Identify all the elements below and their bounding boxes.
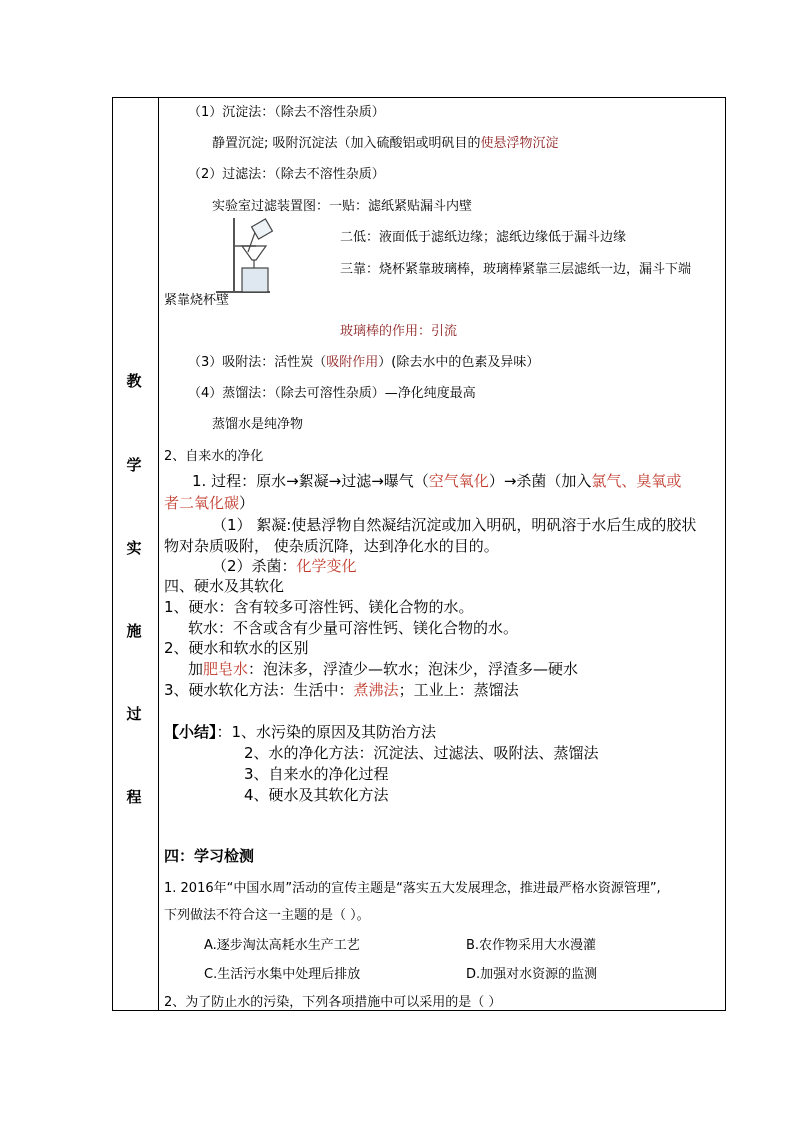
hard-soft-diff-heading: 2、硬水和软水的区别 (164, 639, 309, 657)
filtration-three-lean: 三靠：烧杯紧靠玻璃棒，玻璃棒紧靠三层滤纸一边，漏斗下端 (340, 262, 692, 277)
side-label-char: 学 (126, 456, 142, 474)
filtration-three-lean-cont: 紧靠烧杯壁 (164, 293, 230, 308)
quiz-question-1: 1. 2016年“中国水周”活动的宣传主题是“落实五大发展理念，推进最严格水资源管理”, (164, 881, 661, 896)
filtration-two-low: 二低：液面低于滤纸边缘；滤纸边缘低于漏斗边缘 (340, 230, 627, 245)
distillation-line: （4）蒸馏法：（除去可溶性杂质）—净化纯度最高 (188, 386, 476, 401)
distilled-water-note: 蒸馏水是纯净物 (212, 417, 304, 432)
glass-rod-role: 玻璃棒的作用：引流 (340, 324, 458, 339)
flocculation-text: （1） 絮凝:使悬浮物自然凝结沉淀或加入明矾，明矾溶于水后生成的胶状 (212, 516, 697, 534)
quiz-question-2: 2、为了防止水的污染，下列各项措施中可以采用的是（ ） (164, 995, 502, 1010)
quiz-option-d: D.加强对水资源的监测 (466, 967, 598, 982)
side-label-char: 过 (126, 705, 142, 723)
filtration-heading: （2）过滤法：（除去不溶性杂质） (188, 167, 385, 182)
sedimentation-desc: 静置沉淀; 吸附沉淀法（加入硫酸铝或明矾目的使悬浮物沉淀 (212, 136, 559, 151)
flocculation-text-cont: 物对杂质吸附， 使杂质沉降，达到净化水的目的。 (164, 537, 499, 555)
softening-methods: 3、硬水软化方法：生活中：煮沸法；工业上：蒸馏法 (164, 681, 519, 699)
summary-item: 4、硬水及其软化方法 (244, 786, 389, 804)
column-divider (158, 98, 159, 1010)
quiz-option-c: C.生活污水集中处理后排放 (204, 967, 361, 982)
filtration-apparatus-image (212, 216, 274, 296)
summary-item: 2、水的净化方法：沉淀法、过滤法、吸附法、蒸馏法 (244, 744, 599, 762)
sterilization-line: （2）杀菌：化学变化 (212, 557, 357, 575)
quiz-question-1-cont: 下列做法不符合这一主题的是（ ）。 (164, 908, 370, 923)
summary-label: 【小结】 (164, 723, 217, 741)
tap-water-heading: 2、自来水的净化 (164, 449, 264, 464)
soft-water-def: 软水：不含或含有少量可溶性钙、镁化合物的水。 (188, 619, 519, 637)
summary-item: 【小结】：1、水污染的原因及其防治方法 (164, 723, 437, 741)
summary-item: 3、自来水的净化过程 (244, 765, 389, 783)
quiz-option-b: B.农作物采用大水漫灌 (466, 938, 597, 953)
quiz-option-a: A.逐步淘汰高耗水生产工艺 (204, 938, 360, 953)
hard-soft-diff-method: 加肥皂水：泡沫多，浮渣少—软水；泡沫少，浮渣多—硬水 (188, 660, 579, 678)
side-label-char: 实 (126, 539, 142, 557)
side-label-char: 施 (126, 622, 142, 640)
hard-water-heading: 四、硬水及其软化 (164, 577, 285, 595)
sedimentation-heading: （1）沉淀法：（除去不溶性杂质） (188, 105, 385, 120)
side-label-char: 教 (126, 372, 142, 390)
filtration-one-stick: 实验室过滤装置图：一贴：滤纸紧贴漏斗内壁 (212, 199, 473, 214)
hard-water-def: 1、硬水：含有较多可溶性钙、镁化合物的水。 (164, 598, 474, 616)
adsorption-line: （3）吸附法：活性炭（吸附作用）(除去水中的色素及异味） (188, 355, 540, 370)
side-label-char: 程 (126, 788, 142, 806)
quiz-heading: 四：学习检测 (164, 847, 255, 865)
tap-water-process-cont: 者二氧化碳） (164, 494, 255, 512)
tap-water-process: 1. 过程：原水→絮凝→过滤→曝气（空气氧化）→杀菌（加入氯气、臭氧或 (192, 472, 682, 490)
